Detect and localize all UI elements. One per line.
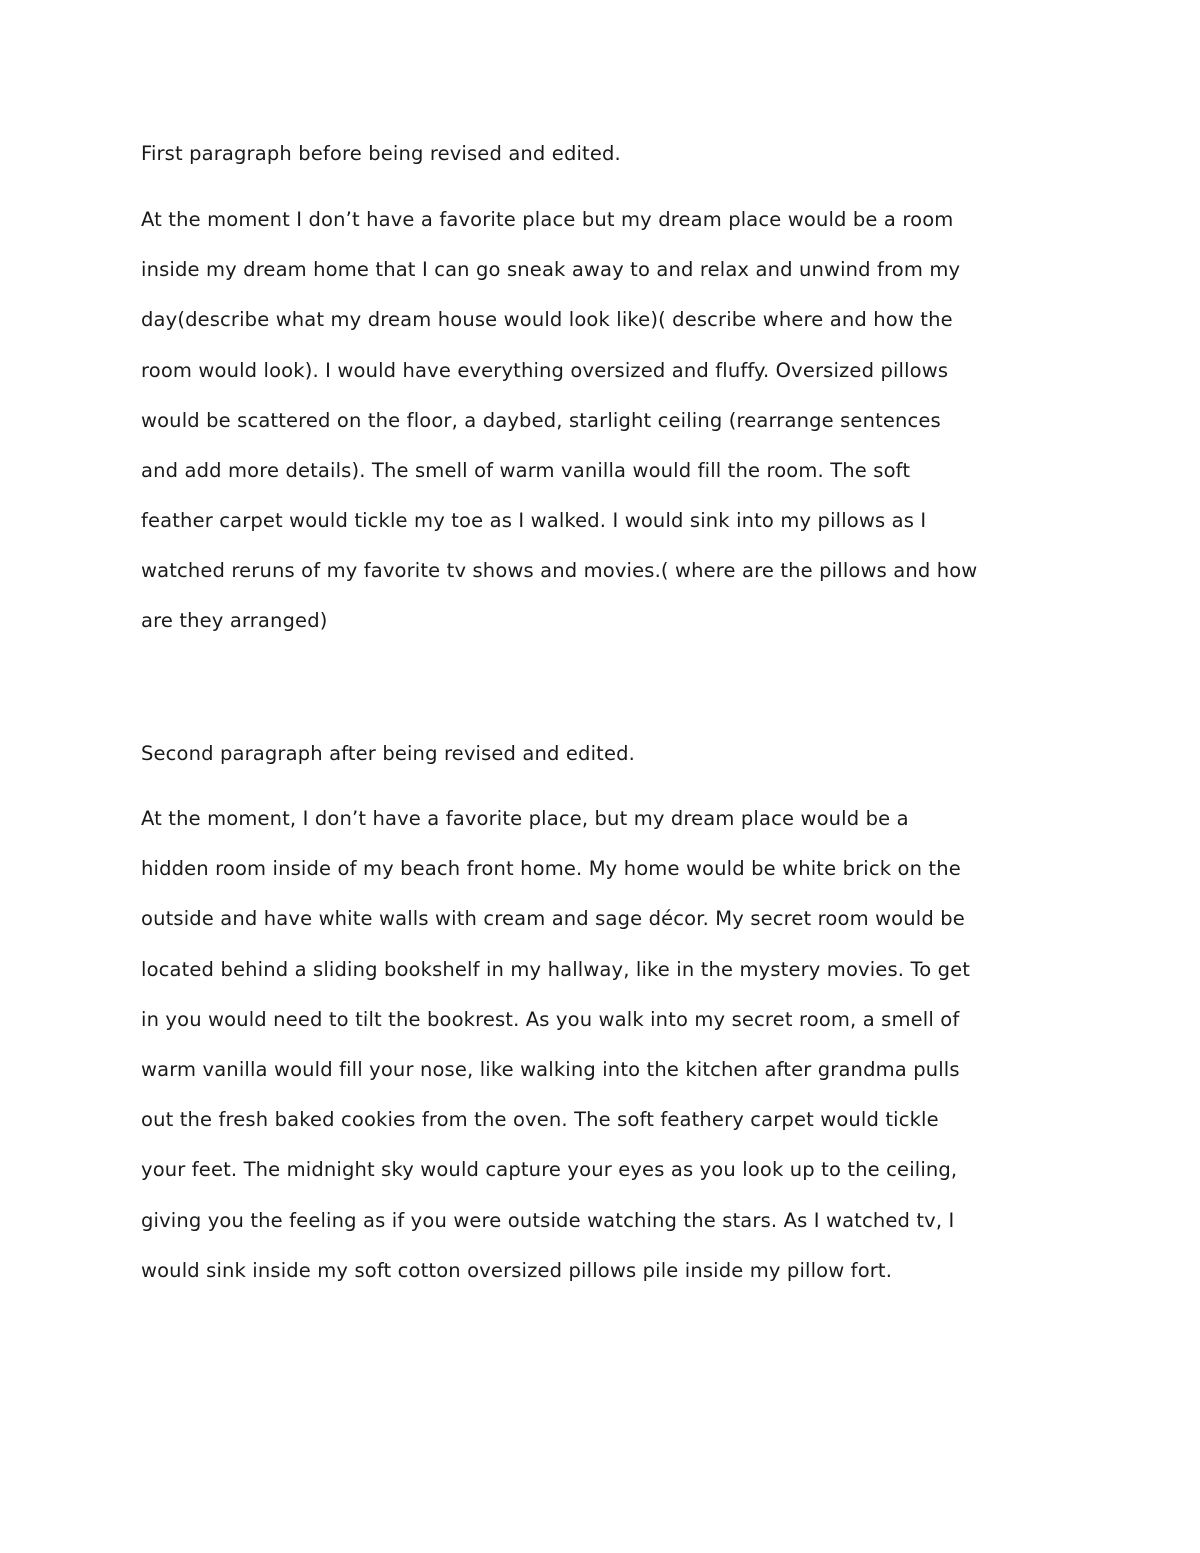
section1-line: and add more details). The smell of warm vanilla would fill the room. The soft bbox=[141, 459, 911, 482]
section2-line: outside and have white walls with cream and sage décor. My secret room would be bbox=[141, 907, 965, 930]
section1-line: would be scattered on the floor, a daybed, starlight ceiling (rearrange sentences bbox=[141, 409, 941, 432]
section1-line: feather carpet would tickle my toe as I walked. I would sink into my pillows as I bbox=[141, 509, 927, 532]
section1-line: watched reruns of my favorite tv shows and movies.( where are the pillows and how bbox=[141, 559, 978, 582]
section2-line: located behind a sliding bookshelf in my hallway, like in the mystery movies. To get bbox=[141, 958, 971, 981]
section2-line: warm vanilla would fill your nose, like walking into the kitchen after grandma pulls bbox=[141, 1058, 960, 1081]
section2-line: hidden room inside of my beach front home. My home would be white brick on the bbox=[141, 857, 961, 880]
section1-line: day(describe what my dream house would look like)( describe where and how the bbox=[141, 308, 953, 331]
section2-heading: Second paragraph after being revised and edited. bbox=[141, 742, 635, 765]
section1-line: inside my dream home that I can go sneak away to and relax and unwind from my bbox=[141, 258, 961, 281]
section2-line: out the fresh baked cookies from the oven. The soft feathery carpet would tickle bbox=[141, 1108, 939, 1131]
section2-line: would sink inside my soft cotton oversized pillows pile inside my pillow fort. bbox=[141, 1259, 893, 1282]
section2-line: giving you the feeling as if you were outside watching the stars. As I watched tv, I bbox=[141, 1209, 955, 1232]
section2-line: your feet. The midnight sky would capture your eyes as you look up to the ceiling, bbox=[141, 1158, 958, 1181]
section1-heading: First paragraph before being revised and edited. bbox=[141, 142, 621, 165]
section1-line: room would look). I would have everything oversized and fluffy. Oversized pillows bbox=[141, 359, 949, 382]
section2-line: At the moment, I don’t have a favorite place, but my dream place would be a bbox=[141, 807, 909, 830]
section2-line: in you would need to tilt the bookrest. As you walk into my secret room, a smell of bbox=[141, 1008, 960, 1031]
section1-line: are they arranged) bbox=[141, 609, 328, 632]
section1-line: At the moment I don’t have a favorite place but my dream place would be a room bbox=[141, 208, 954, 231]
